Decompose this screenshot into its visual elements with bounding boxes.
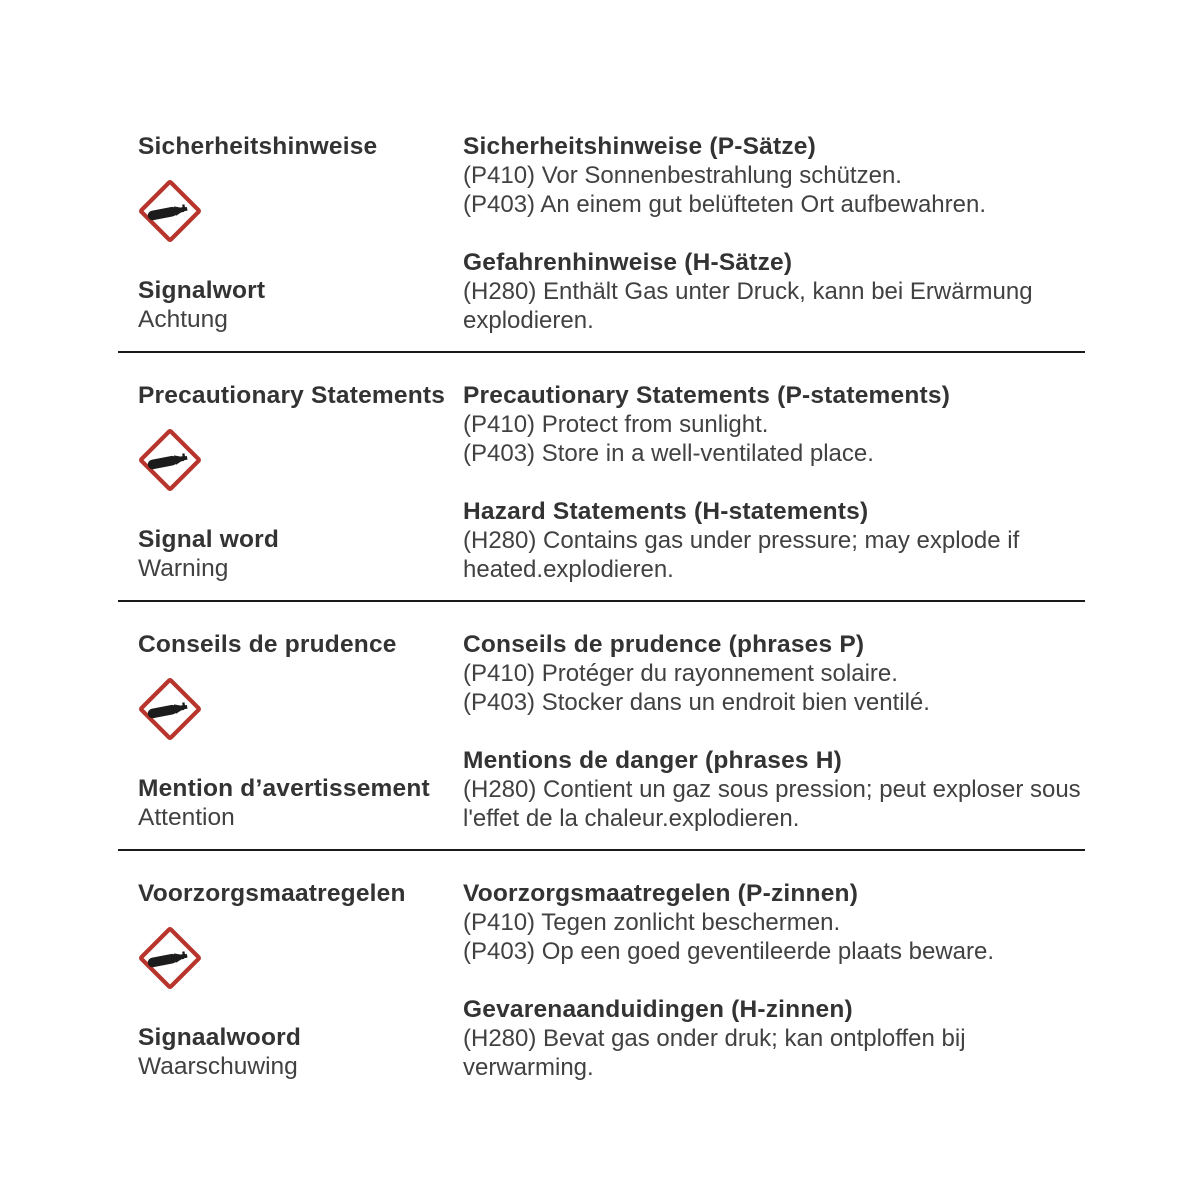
section-title: Conseils de prudence bbox=[138, 631, 397, 658]
section-dutch-right-column bbox=[463, 879, 1088, 1082]
p-statement-line: (P410) Protéger du rayonnement solaire. bbox=[463, 660, 898, 687]
h-statements-heading: Gevarenaanduidingen (H-zinnen) bbox=[463, 996, 853, 1023]
section-dutch-left-column bbox=[138, 879, 463, 1082]
section-french bbox=[0, 602, 1200, 849]
signal-word-value: Achtung bbox=[138, 306, 228, 333]
section-title: Precautionary Statements bbox=[138, 382, 446, 409]
p-statements-heading: Precautionary Statements (P-statements) bbox=[463, 382, 951, 409]
signal-word-value: Attention bbox=[138, 804, 235, 831]
signal-word-label: Signaalwoord bbox=[138, 1024, 302, 1051]
ghs04-gas-cylinder-icon bbox=[138, 179, 202, 243]
section-english bbox=[0, 353, 1200, 600]
spacer bbox=[463, 717, 1088, 746]
spacer bbox=[463, 219, 1088, 248]
p-statements-heading: Conseils de prudence (phrases P) bbox=[463, 631, 865, 658]
signal-word-value: Warning bbox=[138, 555, 229, 582]
h-statements-heading: Mentions de danger (phrases H) bbox=[463, 747, 843, 774]
h-statement-text: (H280) Contains gas under pressure; may explode if heated.explodieren. bbox=[463, 527, 1020, 583]
ghs04-gas-cylinder-icon bbox=[138, 926, 202, 990]
section-dutch bbox=[0, 851, 1200, 1098]
p-statement-line: (P403) Store in a well-ventilated place. bbox=[463, 440, 874, 467]
p-statement-line: (P410) Tegen zonlicht beschermen. bbox=[463, 909, 841, 936]
signal-word-label: Signal word bbox=[138, 526, 280, 553]
p-statements-heading: Voorzorgsmaatregelen (P-zinnen) bbox=[463, 880, 859, 907]
section-english-left-column bbox=[138, 381, 463, 584]
spacer bbox=[463, 966, 1088, 995]
section-french-right-column bbox=[463, 630, 1088, 833]
h-statement-text: (H280) Contient un gaz sous pression; peut exploser sous l'effet de la chaleur.explodieren. bbox=[463, 776, 1081, 832]
p-statement-line: (P410) Protect from sunlight. bbox=[463, 411, 769, 438]
section-title: Voorzorgsmaatregelen bbox=[138, 880, 406, 907]
signal-word-value: Waarschuwing bbox=[138, 1053, 298, 1080]
section-french-left-column bbox=[138, 630, 463, 833]
p-statement-line: (P403) Stocker dans un endroit bien ventilé. bbox=[463, 689, 930, 716]
ghs04-gas-cylinder-icon bbox=[138, 677, 202, 741]
h-statement-text: (H280) Enthält Gas unter Druck, kann bei Erwärmung explodieren. bbox=[463, 278, 1033, 334]
section-german-right-column bbox=[463, 132, 1088, 335]
signal-word-label: Signalwort bbox=[138, 277, 266, 304]
h-statements-heading: Gefahrenhinweise (H-Sätze) bbox=[463, 249, 793, 276]
section-german bbox=[0, 104, 1200, 351]
p-statement-line: (P410) Vor Sonnenbestrahlung schützen. bbox=[463, 162, 902, 189]
section-german-left-column bbox=[138, 132, 463, 335]
h-statements-heading: Hazard Statements (H-statements) bbox=[463, 498, 869, 525]
ghs04-gas-cylinder-icon bbox=[138, 428, 202, 492]
p-statements-heading: Sicherheitshinweise (P-Sätze) bbox=[463, 133, 816, 160]
h-statement-text: (H280) Bevat gas onder druk; kan ontploffen bij verwarming. bbox=[463, 1025, 966, 1081]
section-english-right-column bbox=[463, 381, 1088, 584]
signal-word-label: Mention d’avertissement bbox=[138, 775, 430, 802]
p-statement-line: (P403) An einem gut belüfteten Ort aufbewahren. bbox=[463, 191, 986, 218]
p-statement-line: (P403) Op een goed geventileerde plaats beware. bbox=[463, 938, 995, 965]
section-title: Sicherheitshinweise bbox=[138, 133, 378, 160]
spacer bbox=[463, 468, 1088, 497]
